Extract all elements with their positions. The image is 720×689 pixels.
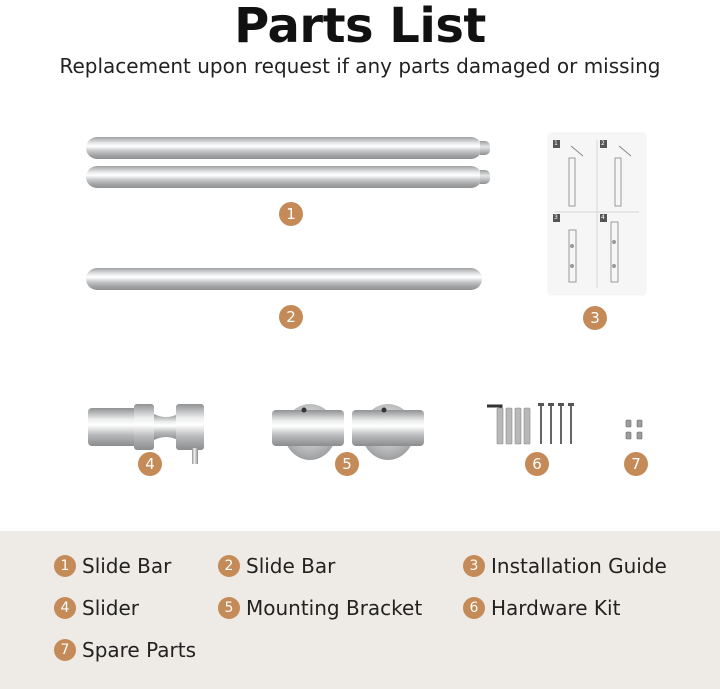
installation-guide-sheet bbox=[549, 134, 645, 294]
legend-item-4 bbox=[54, 596, 139, 620]
legend-label-1: Slide Bar bbox=[82, 554, 172, 578]
legend-item-7 bbox=[54, 638, 196, 662]
legend-item-1 bbox=[54, 554, 171, 578]
guide-step-1-number: 1 bbox=[554, 140, 558, 147]
part-badge-6: 6 bbox=[525, 452, 549, 476]
legend-label-5: Mounting Bracket bbox=[246, 596, 423, 620]
hardware-kit-illustration bbox=[483, 400, 593, 448]
legend-label-6: Hardware Kit bbox=[491, 596, 621, 620]
part-badge-4: 4 bbox=[138, 452, 162, 476]
legend-item-6 bbox=[463, 596, 620, 620]
legend-item-2 bbox=[218, 554, 335, 578]
guide-step-3-number: 3 bbox=[554, 214, 558, 221]
legend-item-3 bbox=[463, 554, 667, 578]
legend-badge-4: 4 bbox=[54, 597, 76, 619]
part-badge-5: 5 bbox=[335, 452, 359, 476]
page-subtitle: Replacement upon request if any parts damaged or missing bbox=[59, 54, 661, 78]
legend-badge-5: 5 bbox=[218, 597, 240, 619]
part-badge-7: 7 bbox=[624, 452, 648, 476]
legend-label-2: Slide Bar bbox=[246, 554, 336, 578]
legend-badge-3: 3 bbox=[463, 555, 485, 577]
legend-badge-6: 6 bbox=[463, 597, 485, 619]
part-badge-3: 3 bbox=[583, 306, 607, 330]
slide-bar-2 bbox=[86, 268, 482, 290]
legend-badge-2: 2 bbox=[218, 555, 240, 577]
page-title: Parts List bbox=[234, 0, 486, 54]
slide-bar-1-upper bbox=[86, 137, 482, 159]
legend-item-5 bbox=[218, 596, 422, 620]
legend-label-4: Slider bbox=[82, 596, 140, 620]
slide-bar-1-lower bbox=[86, 166, 482, 188]
installation-guide-diagram bbox=[549, 134, 645, 294]
legend-label-3: Installation Guide bbox=[491, 554, 667, 578]
guide-step-4-number: 4 bbox=[601, 214, 605, 221]
legend-badge-1: 1 bbox=[54, 555, 76, 577]
part-badge-2: 2 bbox=[279, 305, 303, 329]
guide-step-2-number: 2 bbox=[601, 140, 605, 147]
part-badge-1: 1 bbox=[279, 202, 303, 226]
legend-label-7: Spare Parts bbox=[82, 638, 196, 662]
legend-badge-7: 7 bbox=[54, 639, 76, 661]
spare-parts-illustration bbox=[624, 419, 648, 443]
